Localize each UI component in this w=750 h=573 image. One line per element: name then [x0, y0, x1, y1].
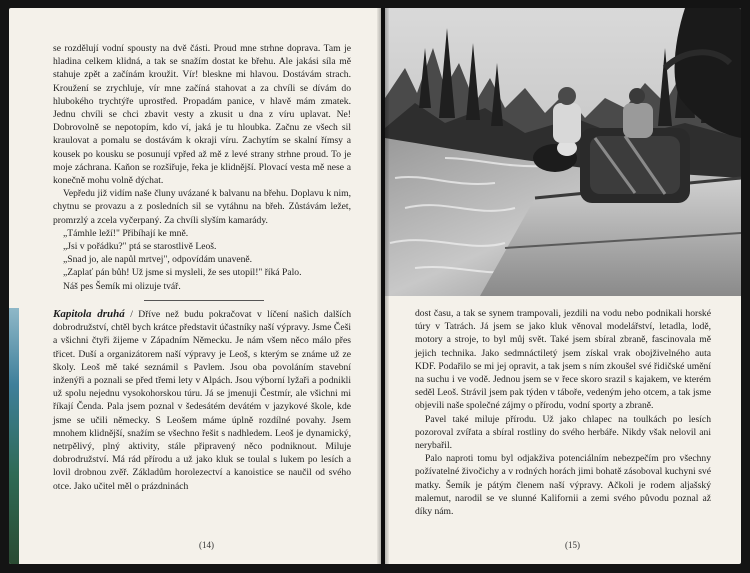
chapter-two-paragraph: [53, 308, 351, 493]
page-number-right: (15): [565, 540, 580, 550]
section-divider: [144, 300, 264, 301]
river-photo: [385, 8, 741, 296]
left-paragraph-1: se rozdělují vodní spousty na dvě části. Proud mne strhne doprava. Tam je hladina celkem klidná, a tak se snažím dostat ke břehu. Ale jakási síla mě stahuje zpět a začínám kroužit. Vír! bleskne mi hlavou. Dostávám strach. Kroužení se zrychluje, vír mne začíná stahovat a za chvíli se dívám do hlubokého trychtýře uprostřed. Propadám panice, v hlavě mám zmatek. Jednu chvíli se chci zbavit vesty a zkusit u dna z víru uplavat. Ne! Dobrovolně se nepotopím, kdo ví, jaká je tu hloubka. Začnu ze všech sil kraulovat a pomalu se dostávám k okraji víru. Zachytím se skalní římsy a kousek po kousku se posunují vpřed až mě z levé strany strhne proud. To je moje záchrana. Kaňon se rozšiřuje, řeka je klidnější. Plovací vesta mě nese a konečně mohu volně dýchat.: [53, 43, 351, 187]
right-paragraph-2: Pavel také miluje přírodu. Už jako chlapec na toulkách po lesích pozoroval zvířata a sbíral rostliny do svého herbáře. Nikdy však nelovil ani nerybařil.: [415, 413, 711, 452]
right-page: [385, 8, 741, 564]
dialog-line-5: Náš pes Šemík mi olizuje tvář.: [63, 280, 181, 292]
right-paragraph-3: Palo naproti tomu byl odjakživa potenciálním nebezpečím pro všechny požívatelné živočichy a v rodných horách jimi bohatě zásoboval kuchyni své matky. Šemík je pátým členem naší výpravy. Ačkoli je rodem aljašský malemut, narodil se ve slunné Kalifornii a zemi svého původu poznal až díky nám.: [415, 453, 711, 518]
dialog-line-1: „Támhle leží!" Přibíhají ke mně.: [63, 227, 189, 239]
dialog-block: [53, 227, 351, 293]
dialog-line-2: „Jsi v pořádku?" ptá se starostlivě Leoš.: [63, 241, 217, 253]
chapter-title: Kapitola druhá: [53, 308, 125, 320]
dialog-line-3: „Snad jo, ale napůl mrtvej", odpovídám unaveně.: [63, 254, 253, 266]
right-text: [415, 307, 711, 518]
adjacent-photo-edge: [9, 308, 19, 564]
page-number-left: (14): [199, 540, 214, 550]
book-gutter: [377, 8, 389, 564]
chapter-two-block: [53, 308, 351, 493]
chapter-text: / Dříve než budu pokračovat v líčení našich dalších dobrodružství, chtěl bych krátce představit účastníky naší výpravy. Jsme Češi a všichni čtyři žijeme v Západním Německu. Je nám všem něco málo přes třicet. Duší a organizátorem naší výpravy je Leoš, s kterým se známe už ze školy. Leoš mě také seznámil s Pavlem. Jsou oba povoláním stavební inženýři a poznali se před třemi lety v Alpách. Jsou výborní lyžaři a podnikli už spolu nejednu vysokohorskou túru. Já se jmenuji Čestmír, ale všichni mi říkají Čenda. Pala jsem poznal v šedesátém devátém v jazykové škole, kde jsme se učili německy. S Leošem máme úplně rozdílné povahy. Jsem mnohem klidnější, snažím se všechno řešit s nadhledem. Leoš je dynamický, netrpělivý, plný aktivity, stále připravený něco podniknout. Miluje dobrodružství. Má rád přírodu a už jako kluk se toulal s lukem po lesích a lovil drobnou zvěř. Základům horolezectví a kanoistice se naučil od svého otce. Jako učitel měl o prázdninách: [53, 309, 351, 492]
right-paragraph-1: dost času, a tak se synem trampovali, jezdili na vodu nebo podnikali horské túry v Tatrách. Já jsem se jako kluk věnoval modelářství, letadla, lodě, motory a stroje, to byl můj svět. Také jsem sbíral zbraně, fascinovala mě jejich technika. Jako sedmnáctiletý jsem získal vrak obojživelného auta KDF. Podařilo se mi jej opravit, a tak jsem s ním zkoušel své řidičské umění na suchu i ve vodě. Jednou jsem se v řece skoro srazil s kajakem, ve kterém seděl Leoš. Strávil jsem pak týden v táboře, vedeným jeho otcem, a tak jsme objevili naše společné zájmy o přírodu, vodní sporty a zbraně.: [415, 308, 711, 412]
dialog-line-4: „Zaplať pán bůh! Už jsme si mysleli, že ses utopil!" říká Palo.: [63, 267, 302, 279]
left-paragraph-2: Vepředu již vidím naše čluny uvázané k balvanu na břehu. Doplavu k nim, chytnu se provazu a z posledních sil se vytáhnu na břeh. Zůstávám ležet, promrzlý a zcela vyčerpaný. Za chvíli slyším kamarády.: [53, 188, 351, 226]
left-text-top: [53, 42, 351, 293]
left-page: [9, 8, 381, 564]
